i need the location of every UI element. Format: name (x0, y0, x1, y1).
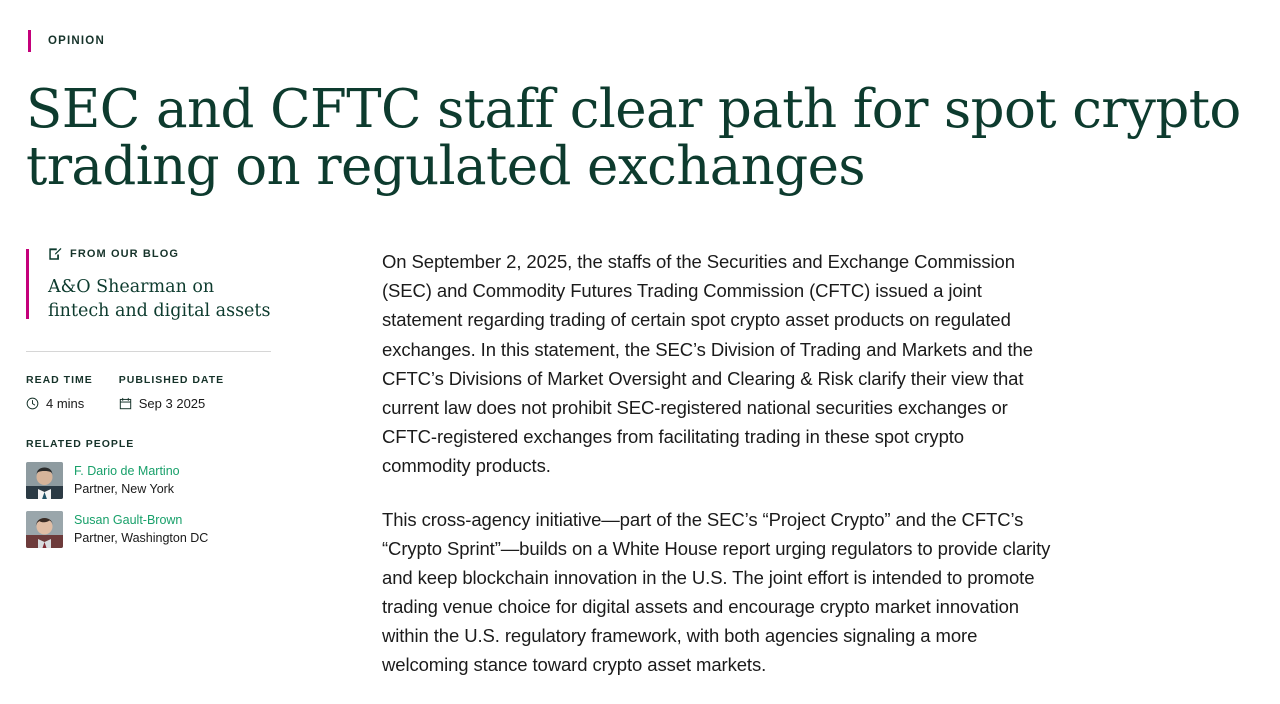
related-person-role: Partner, Washington DC (74, 530, 209, 545)
meta-published-date-value-row (119, 396, 224, 411)
article-eyebrow (28, 30, 1256, 52)
related-person-text (74, 512, 208, 548)
article-body-layout (24, 247, 1256, 703)
sidebar-divider (26, 351, 271, 352)
calendar-icon (119, 397, 132, 410)
meta-published-date (119, 374, 224, 411)
related-person-name[interactable]: F. Dario de Martino (74, 463, 180, 478)
related-person-role: Partner, New York (74, 481, 175, 496)
meta-read-time-label: READ TIME (26, 373, 93, 386)
avatar (26, 462, 63, 499)
related-person-name[interactable]: Susan Gault-Brown (74, 512, 183, 527)
eyebrow-accent-bar (28, 30, 31, 52)
article-sidebar (24, 247, 326, 703)
blog-pencil-icon (48, 247, 62, 261)
related-person-text (74, 463, 180, 499)
article-paragraph: This cross-agency initiative—part of the SEC’s “Project Crypto” and the CFTC’s “Crypto Sprint”—builds on a White House report urging regulators to provide clarity and keep blockchain innovation in the U.S. The joint effort is intended to promote trading venue choice for digital assets and encourage crypto market innovation within the U.S. regulatory framework, with both agencies signaling a more welcoming stance toward crypto asset markets. (382, 508, 1051, 675)
from-our-blog-block[interactable] (26, 247, 326, 329)
clock-icon (26, 397, 39, 410)
blog-title[interactable]: A&O Shearman on fintech and digital assets (48, 277, 271, 321)
blog-label-row (48, 247, 326, 261)
article-content (326, 247, 1256, 703)
article-paragraph: On September 2, 2025, the staffs of the Securities and Exchange Commission (SEC) and Commodity Futures Trading Commission (CFTC) issued a joint statement regarding trading of certain spot crypto asset products on regulated exchanges. In this statement, the SEC’s Division of Trading and Markets and the CFTC’s Divisions of Market Oversight and Clearing & Risk clarify their view that current law does not prohibit SEC-registered national securities exchanges or CFTC-registered exchanges from facilitating trading in these spot crypto commodity products. (382, 251, 1033, 476)
meta-read-time (26, 374, 93, 411)
meta-read-time-text: 4 mins (46, 395, 85, 411)
avatar (26, 511, 63, 548)
blog-accent-bar (26, 249, 29, 319)
meta-read-time-value-row (26, 396, 93, 411)
meta-published-date-label: PUBLISHED DATE (118, 373, 225, 386)
related-person[interactable] (26, 462, 326, 499)
eyebrow-label: OPINION (48, 35, 105, 47)
blog-label: FROM OUR BLOG (70, 248, 180, 261)
related-person[interactable] (26, 511, 326, 548)
meta-published-date-text: Sep 3 2025 (138, 395, 206, 411)
related-people-label: RELATED PEOPLE (26, 437, 135, 450)
article-meta (26, 374, 326, 411)
page-title: SEC and CFTC staff clear path for spot crypto trading on regulated exchanges (26, 79, 1241, 197)
